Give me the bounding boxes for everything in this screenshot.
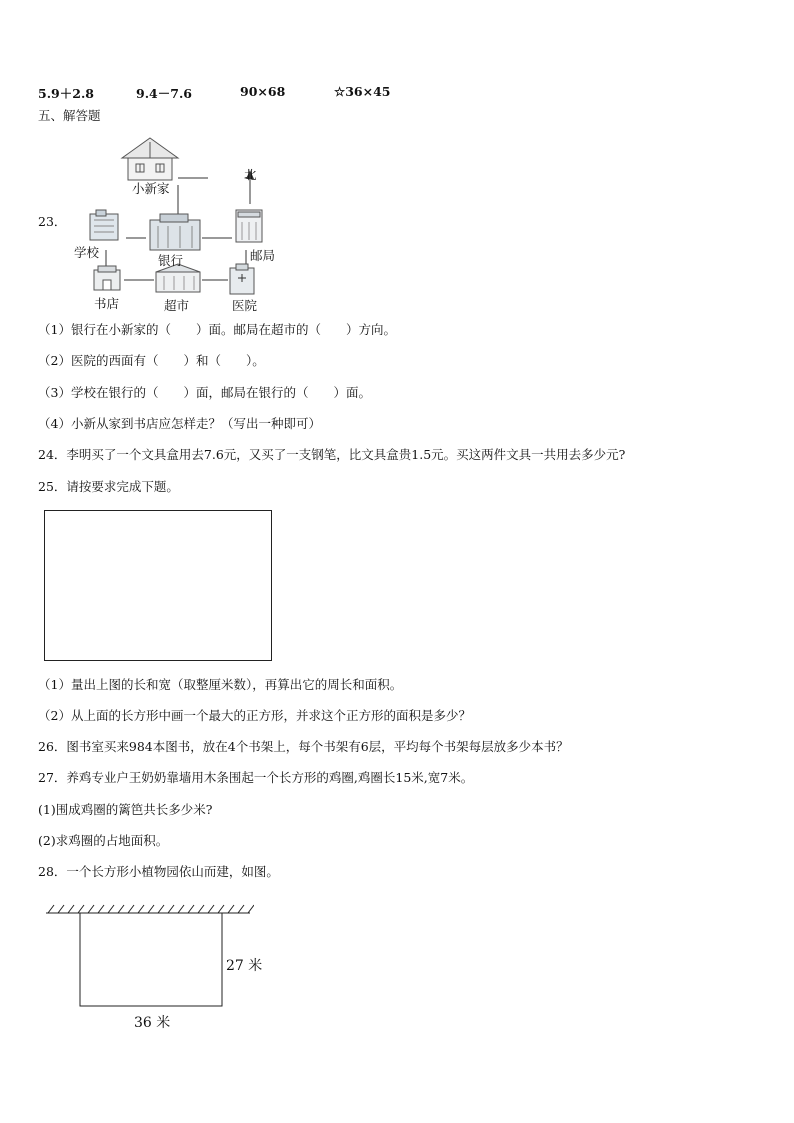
q27-sub2: (2)求鸡圈的占地面积。 [38, 833, 169, 848]
q23-map [60, 130, 300, 315]
q23-sub2: （2）医院的西面有（ ）和（ ）。 [38, 353, 265, 368]
section-title: 五、解答题 [38, 108, 101, 123]
q28-height-label: 27 米 [226, 958, 263, 974]
q25-sub1: （1）量出上图的长和宽（取整厘米数），再算出它的周长和面积。 [38, 677, 403, 692]
house-icon [122, 138, 178, 180]
calc-expression-2: 9.4－7.6 [136, 86, 192, 101]
q27-title: 27．养鸡专业户王奶奶靠墙用木条围起一个长方形的鸡圈,鸡圈长15米,宽7米。 [38, 770, 474, 785]
calc-expression-1: 5.9＋2.8 [38, 86, 94, 101]
map-label-bank: 银行 [158, 253, 184, 268]
hospital-icon [230, 264, 254, 294]
map-label-bookstore: 书店 [94, 296, 120, 311]
map-label-hospital: 医院 [232, 298, 258, 313]
q27-sub1: (1)围成鸡圈的篱笆共长多少米? [38, 802, 213, 817]
school-icon [90, 210, 118, 240]
calc-expression-3: 90×68 [240, 84, 286, 99]
post-office-icon [236, 210, 262, 242]
calc-expression-4: ☆36×45 [334, 84, 391, 99]
q25-rectangle [44, 510, 272, 661]
bank-icon [150, 214, 200, 250]
mountain-hatch [46, 905, 254, 913]
map-label-supermarket: 超市 [164, 298, 190, 313]
q28-diagram [44, 900, 254, 1010]
q28-title: 28．一个长方形小植物园依山而建，如图。 [38, 864, 279, 879]
q24-text: 24．李明买了一个文具盒用去7.6元，又买了一支钢笔，比文具盒贵1.5元。买这两件文具一共用去多少元? [38, 447, 626, 462]
q26-text: 26．图书室买来984本图书，放在4个书架上，每个书架有6层，平均每个书架每层放多少本书？ [38, 739, 569, 754]
q23-sub4: （4）小新从家到书店应怎样走？（写出一种即可） [38, 416, 321, 431]
map-label-home: 小新家 [132, 181, 170, 196]
map-label-post: 邮局 [250, 248, 276, 263]
q25-title: 25．请按要求完成下题。 [38, 479, 179, 494]
q23-sub3: （3）学校在银行的（ ）面，邮局在银行的（ ）面。 [38, 385, 371, 400]
q23-number: 23． [38, 214, 67, 229]
q25-sub2: （2）从上面的长方形中画一个最大的正方形，并求这个正方形的面积是多少？ [38, 708, 471, 723]
map-label-north: 北 [244, 167, 257, 182]
bookstore-icon [94, 266, 120, 290]
q28-width-label: 36 米 [134, 1015, 171, 1031]
q23-sub1: （1）银行在小新家的（ ）面。邮局在超市的（ ）方向。 [38, 322, 396, 337]
map-label-school: 学校 [74, 245, 100, 260]
garden-rectangle [80, 913, 222, 1006]
